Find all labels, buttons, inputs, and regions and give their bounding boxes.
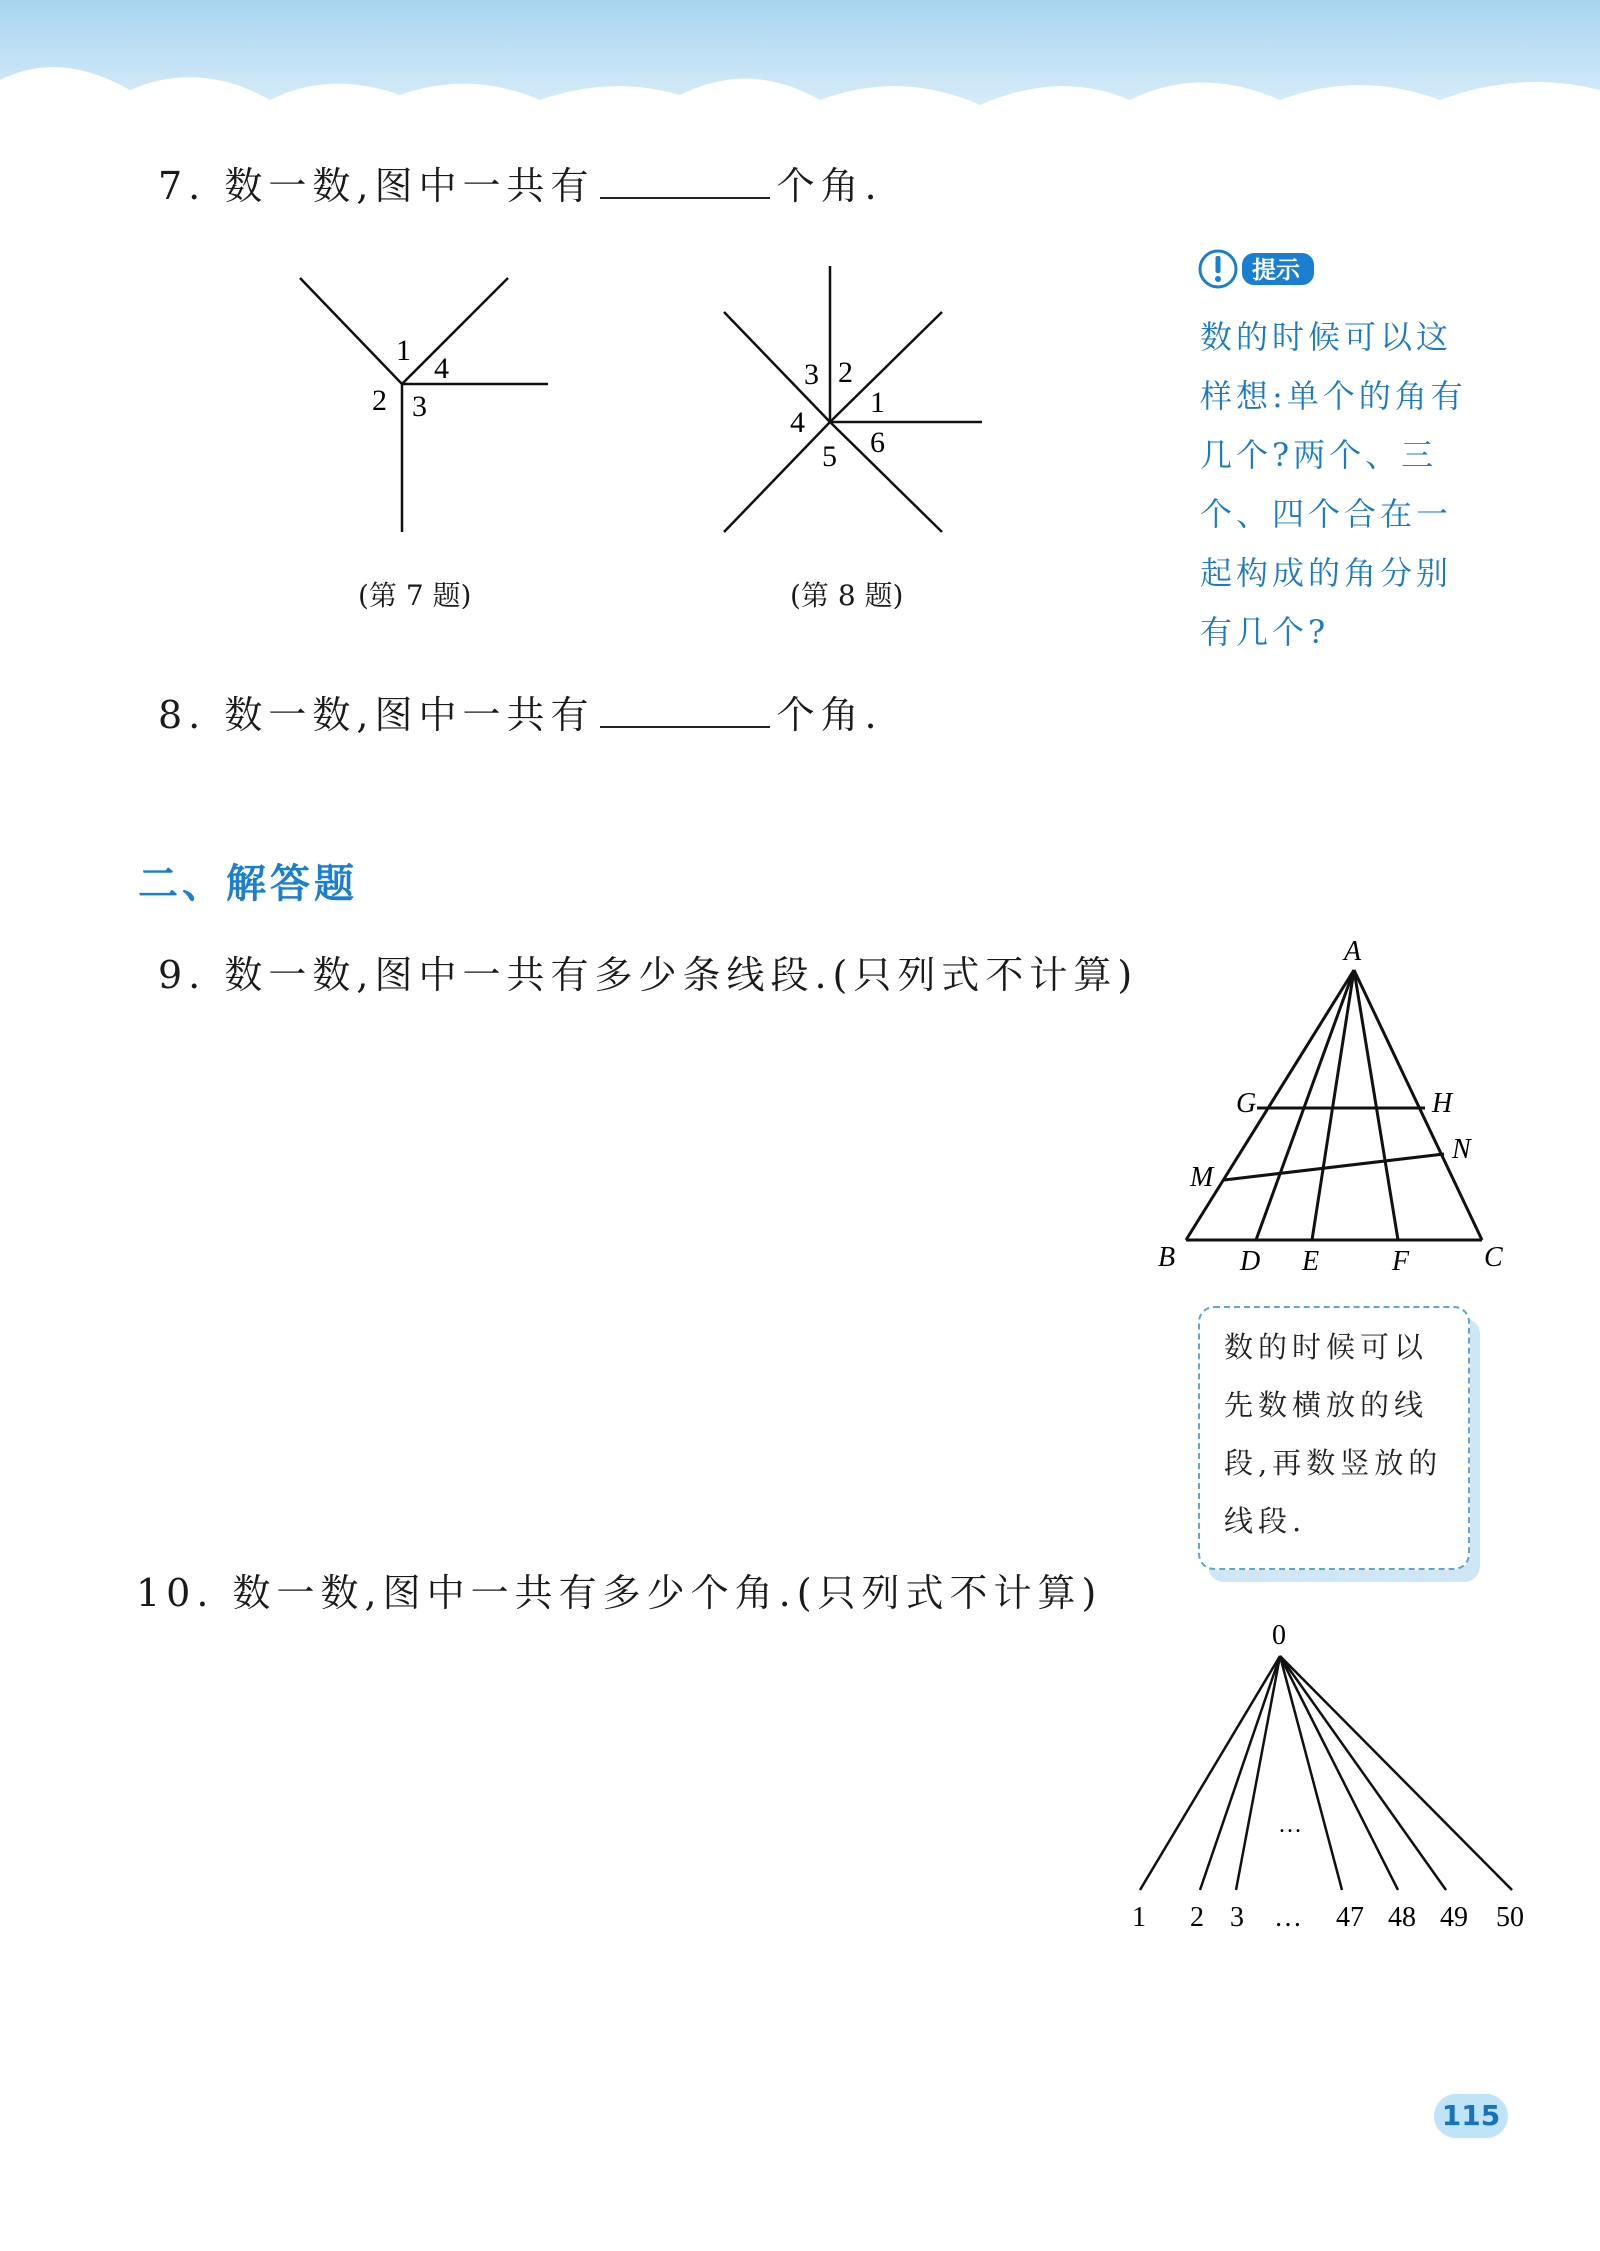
question-10 <box>136 1562 1102 1617</box>
fig9-label-D: D <box>1240 1246 1261 1277</box>
answer-blank[interactable] <box>600 167 770 199</box>
question-text: 数一数,图中一共有多少条线段.(只列式不计算) <box>224 953 1139 997</box>
question-number: 10. <box>136 1571 215 1615</box>
question-number: 8. <box>158 693 207 737</box>
page-number: 115 <box>1434 2094 1508 2138</box>
figure-7-caption: (第 7 题) <box>358 579 472 612</box>
question-number: 9. <box>158 953 207 997</box>
fig10-ray-label: 3 <box>1230 1902 1244 1933</box>
fig10-ray-label: 1 <box>1132 1902 1146 1933</box>
fig8-label: 4 <box>790 406 805 439</box>
fig10-ray-label: … <box>1274 1902 1302 1933</box>
fig8-label: 5 <box>822 440 837 473</box>
fig8-label: 6 <box>870 426 885 459</box>
sky-banner <box>0 0 1600 140</box>
fig7-label: 3 <box>412 390 427 423</box>
hint-header <box>1196 246 1326 292</box>
section-title: 二、解答题 <box>138 861 358 907</box>
fig7-label: 1 <box>396 334 411 367</box>
fig9-label-N: N <box>1452 1134 1471 1165</box>
fig8-label: 2 <box>838 356 853 389</box>
fig10-ray-label: 2 <box>1190 1902 1204 1933</box>
fig9-label-C: C <box>1484 1242 1503 1273</box>
fig8-label: 1 <box>870 386 885 419</box>
fig10-ray-label: 48 <box>1388 1902 1416 1933</box>
figure-7 <box>280 260 580 540</box>
question-suffix: 个角. <box>776 164 883 208</box>
fig7-label: 4 <box>434 352 449 385</box>
tip-text: 数的时候可以先数横放的线段,再数竖放的线段. <box>1224 1330 1443 1538</box>
fig9-label-A: A <box>1344 936 1362 967</box>
fig9-label-G: G <box>1236 1088 1257 1119</box>
question-number: 7. <box>158 164 207 208</box>
question-text: 数一数,图中一共有 <box>224 164 595 208</box>
figure-8 <box>710 260 1010 540</box>
tip-box <box>1198 1306 1470 1570</box>
fig8-label: 3 <box>804 358 819 391</box>
fig10-vertex-label: 0 <box>1272 1620 1286 1651</box>
hint-text: 数的时候可以这样想:单个的角有几个?两个、三个、四个合在一起构成的角分别有几个? <box>1200 318 1467 651</box>
fig9-label-H: H <box>1432 1088 1453 1119</box>
fig9-label-B: B <box>1158 1242 1176 1273</box>
answer-blank[interactable] <box>600 696 770 728</box>
figure-9 <box>1150 930 1530 1280</box>
question-suffix: 个角. <box>776 693 883 737</box>
hint-label: 提示 <box>1252 256 1300 284</box>
question-8 <box>158 684 883 739</box>
figure-10 <box>1110 1620 1540 1940</box>
question-9 <box>158 944 1138 999</box>
fig9-label-E: E <box>1302 1246 1320 1277</box>
fig9-label-M: M <box>1190 1162 1214 1193</box>
question-text: 数一数,图中一共有 <box>224 693 595 737</box>
fig10-ellipsis: … <box>1278 1812 1302 1838</box>
fig7-label: 2 <box>372 384 387 417</box>
figure-8-caption: (第 8 题) <box>790 579 904 612</box>
fig10-ray-label: 50 <box>1496 1902 1524 1933</box>
question-7 <box>158 155 883 210</box>
fig10-ray-label: 47 <box>1336 1902 1364 1933</box>
question-text: 数一数,图中一共有多少个角.(只列式不计算) <box>232 1571 1103 1615</box>
fig10-ray-label: 49 <box>1440 1902 1468 1933</box>
fig9-label-F: F <box>1392 1246 1410 1277</box>
